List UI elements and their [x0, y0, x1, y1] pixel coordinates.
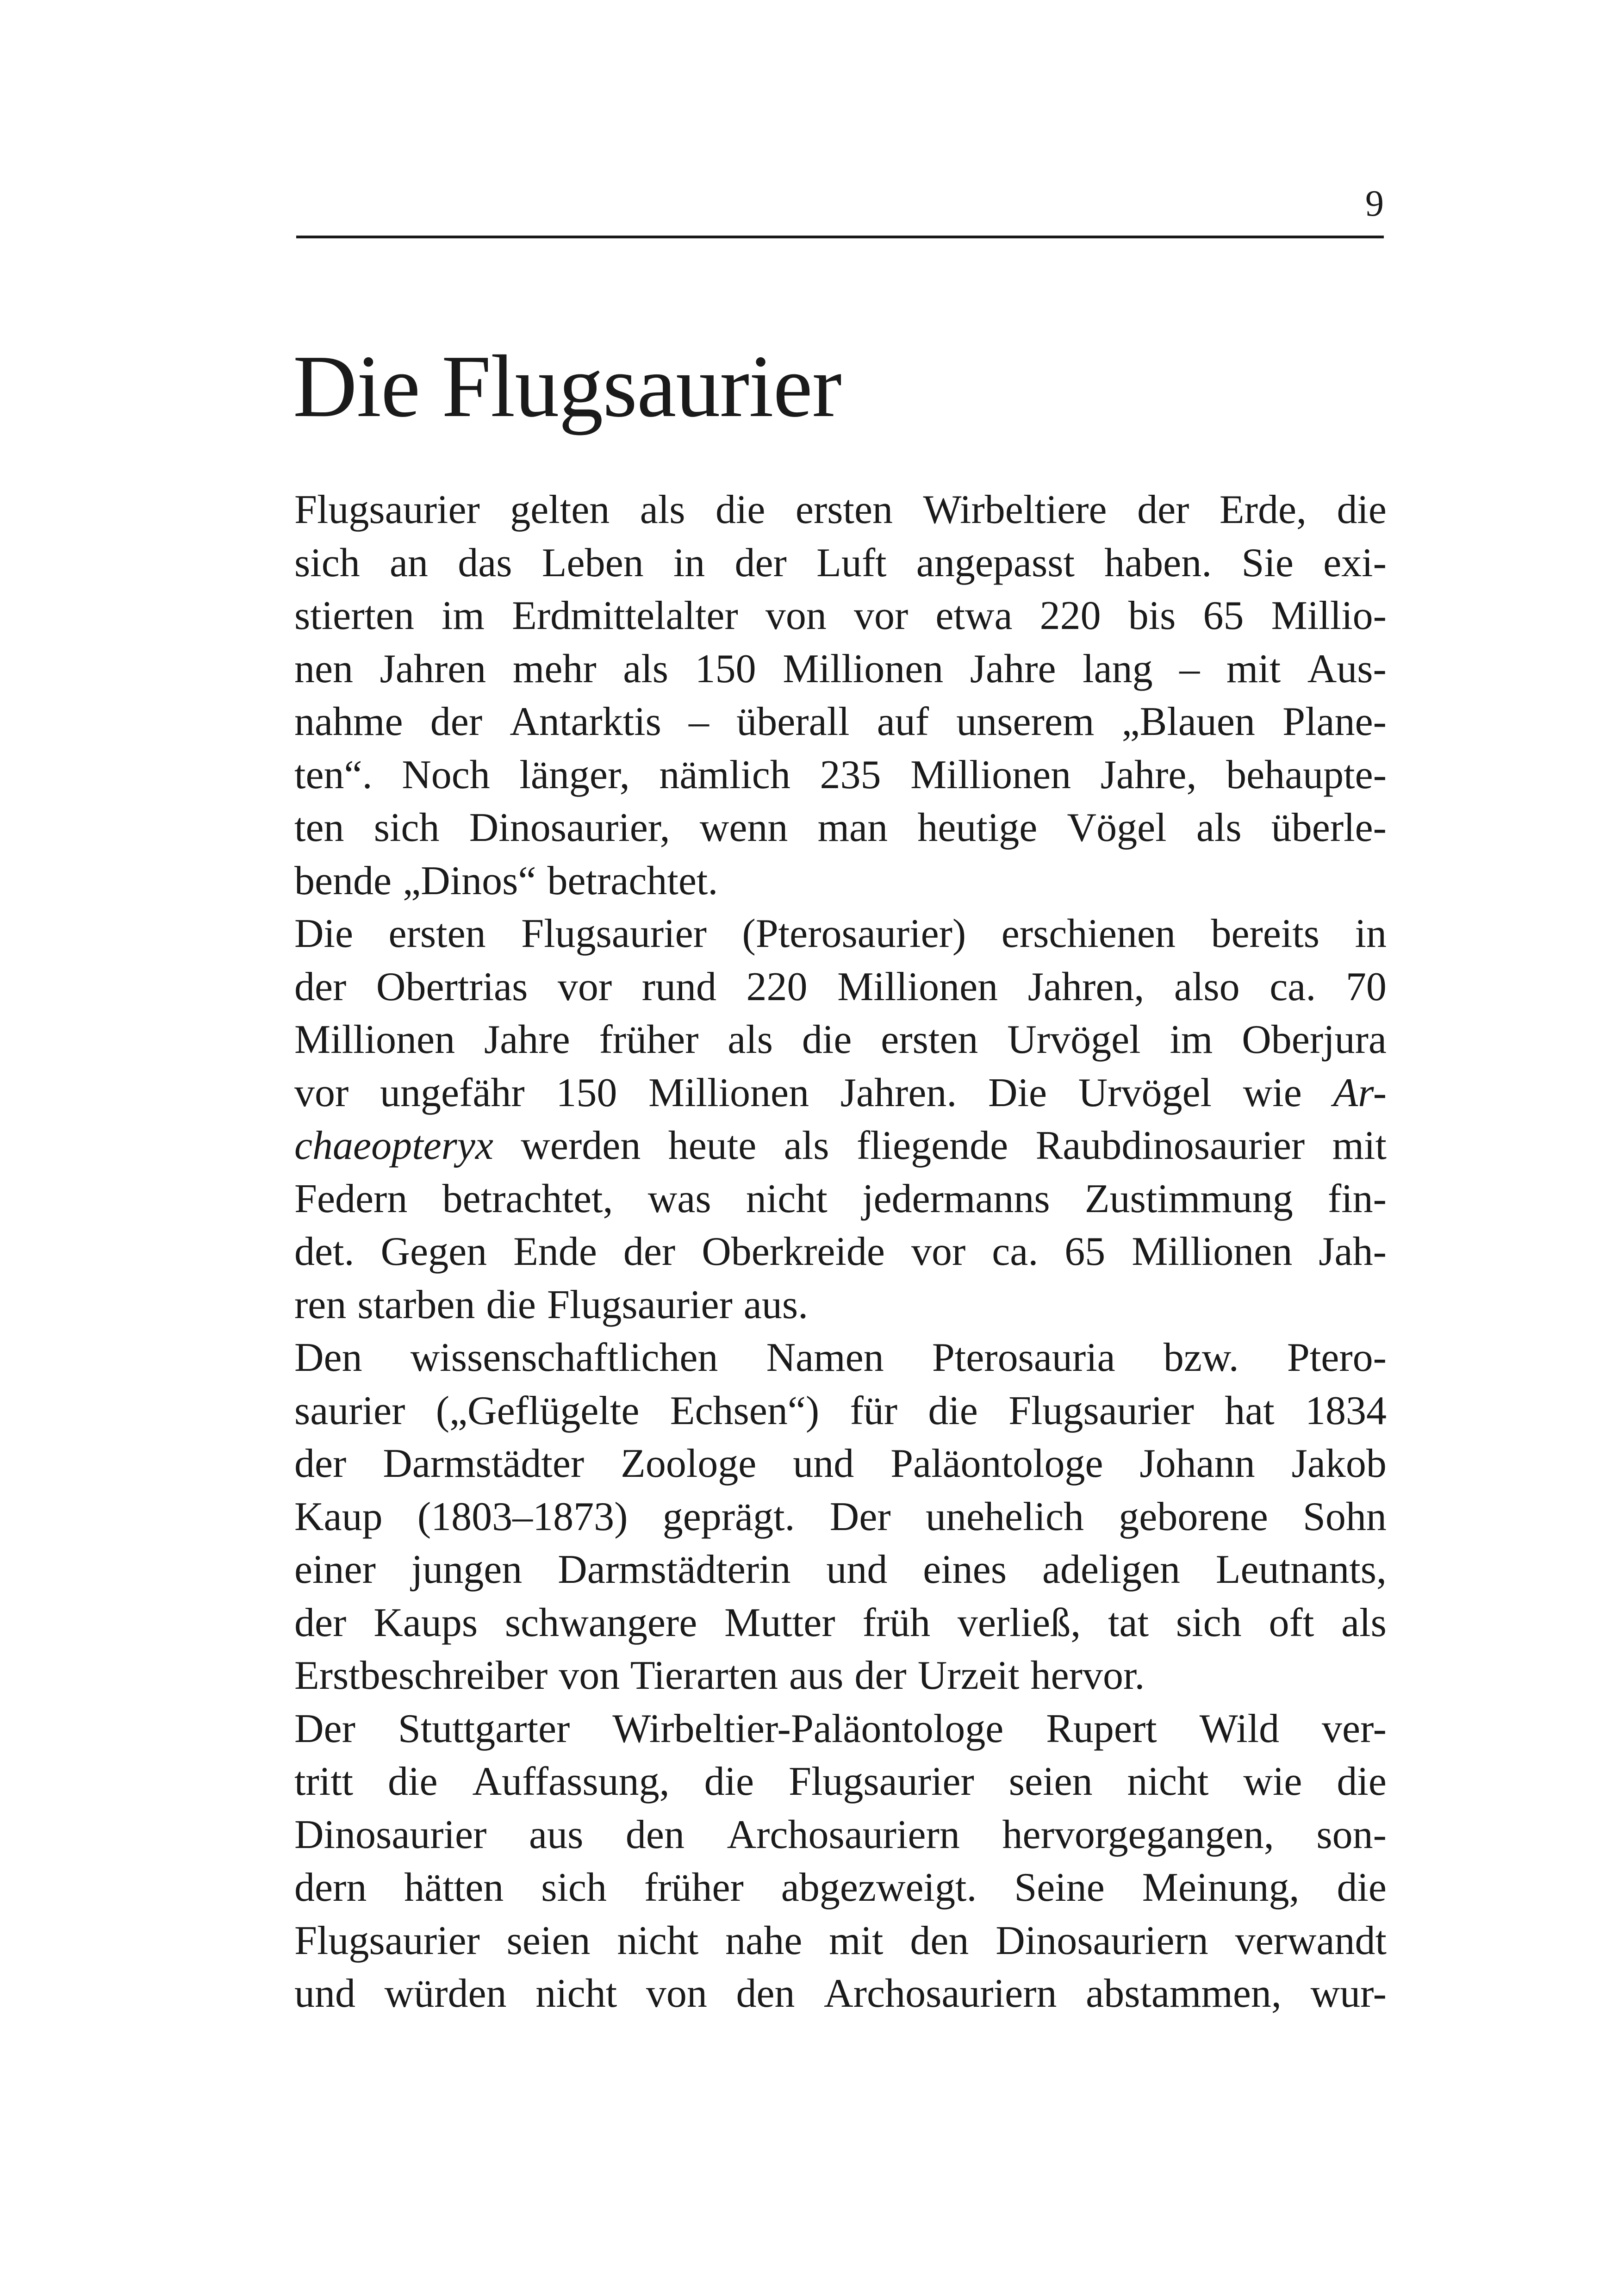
text-line: saurier („Geflügelte Echsen“) für die Flugsaurier hat 1834	[294, 1388, 1387, 1433]
italic-term: chaeopteryx	[294, 1123, 493, 1168]
text-line: der Obertrias vor rund 220 Millionen Jahren, also ca. 70	[294, 964, 1387, 1009]
text-line: der Kaups schwangere Mutter früh verließ, tat sich oft als	[294, 1600, 1387, 1645]
text-line: Millionen Jahre früher als die ersten Urvögel im Oberjura	[294, 1017, 1387, 1062]
text-line: Kaup (1803–1873) geprägt. Der unehelich geborene Sohn	[294, 1494, 1387, 1539]
text-line: ren starben die Flugsaurier aus.	[294, 1282, 809, 1327]
text-line: nahme der Antarktis – überall auf unserem „Blauen Plane-	[294, 699, 1387, 744]
text-line: chaeopteryx werden heute als fliegende Raubdinosaurier mit	[294, 1120, 1387, 1173]
text-line: Flugsaurier gelten als die ersten Wirbeltiere der Erde, die	[294, 487, 1387, 532]
text-line: nen Jahren mehr als 150 Millionen Jahre lang – mit Aus-	[294, 646, 1387, 691]
text-line: Erstbeschreiber von Tierarten aus der Urzeit hervor.	[294, 1653, 1145, 1698]
text-line: ten sich Dinosaurier, wenn man heutige Vögel als überle-	[294, 805, 1387, 850]
text-line: und würden nicht von den Archosauriern abstammen, wur-	[294, 1971, 1387, 2016]
header-rule	[296, 236, 1384, 238]
italic-term: Ar-	[1333, 1070, 1387, 1115]
text-line: sich an das Leben in der Luft angepasst haben. Sie exi-	[294, 540, 1387, 585]
text-line: stierten im Erdmittelalter von vor etwa 220 bis 65 Millio-	[294, 593, 1387, 638]
page-number: 9	[1365, 183, 1384, 224]
text-line: bende „Dinos“ betrachtet.	[294, 858, 718, 903]
text-line: tritt die Auffassung, die Flugsaurier seien nicht wie die	[294, 1759, 1387, 1804]
text-line: dern hätten sich früher abgezweigt. Seine Meinung, die	[294, 1865, 1387, 1910]
text-line: det. Gegen Ende der Oberkreide vor ca. 65 Millionen Jah-	[294, 1229, 1387, 1274]
chapter-title: Die Flugsaurier	[293, 337, 841, 436]
text-line: Flugsaurier seien nicht nahe mit den Dinosauriern verwandt	[294, 1918, 1387, 1963]
text-line: der Darmstädter Zoologe und Paläontologe Johann Jakob	[294, 1441, 1387, 1486]
text-line: ten“. Noch länger, nämlich 235 Millionen Jahre, behaupte-	[294, 752, 1387, 797]
text-line: Den wissenschaftlichen Namen Pterosauria bzw. Ptero-	[294, 1335, 1387, 1380]
text-line: Dinosaurier aus den Archosauriern hervorgegangen, son-	[294, 1812, 1387, 1857]
text-line: Federn betrachtet, was nicht jedermanns Zustimmung fin-	[294, 1176, 1387, 1221]
text-line: Die ersten Flugsaurier (Pterosaurier) erschienen bereits in	[294, 911, 1387, 956]
text-line: vor ungefähr 150 Millionen Jahren. Die Urvögel wie Ar-	[294, 1067, 1387, 1120]
text-line: einer jungen Darmstädterin und eines adeligen Leutnants,	[294, 1547, 1387, 1592]
text-line: Der Stuttgarter Wirbeltier-Paläontologe Rupert Wild ver-	[294, 1706, 1387, 1751]
body-text	[294, 484, 1387, 2021]
